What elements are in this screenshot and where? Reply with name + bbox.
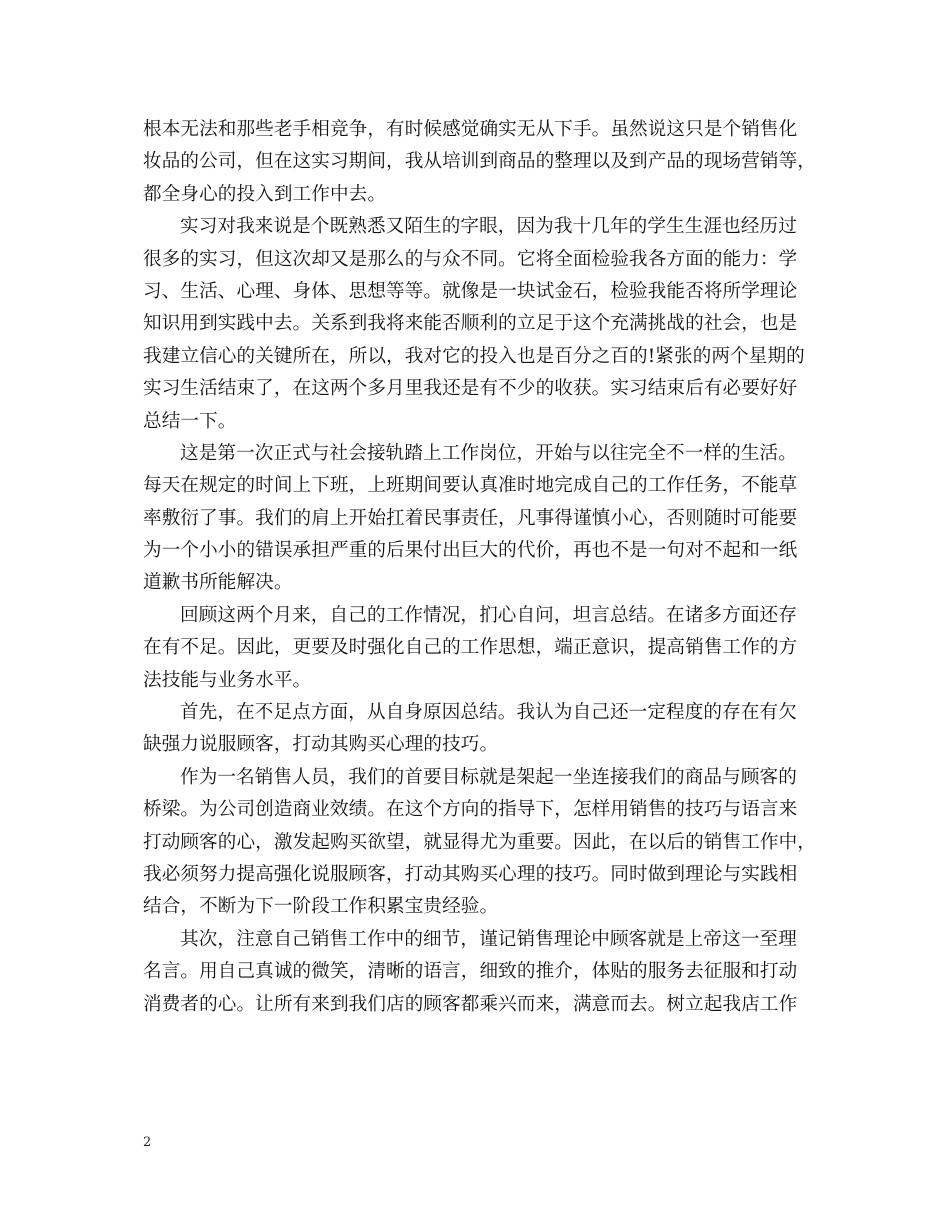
text-line: 知识用到实践中去。关系到我将来能否顺利的立足于这个充满挑战的社会，也是 <box>143 313 798 335</box>
text-line: 习、生活、心理、身体、思想等等。就像是一块试金石，检验我能否将所学理论 <box>143 280 798 302</box>
text-line: 很多的实习，但这次却又是那么的与众不同。它将全面检验我各方面的能力：学 <box>143 248 798 270</box>
text-line: 妆品的公司，但在这实习期间，我从培训到商品的整理以及到产品的现场营销等， <box>143 151 816 173</box>
text-line: 总结一下。 <box>143 410 237 432</box>
text-line: 我建立信心的关键所在，所以，我对它的投入也是百分之百的!紧张的两个星期的 <box>143 345 805 367</box>
text-line: 我必须努力提高强化说服顾客，打动其购买心理的技巧。同时做到理论与实践相 <box>143 863 798 885</box>
text-line: 结合，不断为下一阶段工作积累宝贵经验。 <box>143 896 499 918</box>
text-line: 缺强力说服顾客，打动其购买心理的技巧。 <box>143 734 499 756</box>
text-line: 名言。用自己真诚的微笑，清晰的语言，细致的推介，体贴的服务去征服和打动 <box>143 961 798 983</box>
text-line: 打动顾客的心，激发起购买欲望，就显得尤为重要。因此，在以后的销售工作中， <box>143 831 816 853</box>
document-body <box>143 114 816 1021</box>
text-line: 都全身心的投入到工作中去。 <box>143 183 387 205</box>
text-line: 实习生活结束了，在这两个多月里我还是有不少的收获。实习结束后有必要好好 <box>143 378 798 400</box>
text-line: 在有不足。因此，更要及时强化自己的工作思想，端正意识，提高销售工作的方 <box>143 637 798 659</box>
text-line: 消费者的心。让所有来到我们店的顾客都乘兴而来，满意而去。树立起我店工作 <box>143 993 798 1015</box>
text-line: 桥梁。为公司创造商业效绩。在这个方向的指导下，怎样用销售的技巧与语言来 <box>143 799 798 821</box>
paragraph-first-line: 首先，在不足点方面，从自身原因总结。我认为自己还一定程度的存在有欠 <box>180 702 797 724</box>
text-line: 法技能与业务水平。 <box>143 669 312 691</box>
paragraph-first-line: 其次，注意自己销售工作中的细节，谨记销售理论中顾客就是上帝这一至理 <box>180 928 797 950</box>
paragraph-first-line: 这是第一次正式与社会接轨踏上工作岗位，开始与以往完全不一样的生活。 <box>180 442 797 464</box>
text-line: 每天在规定的时间上下班，上班期间要认真准时地完成自己的工作任务，不能草 <box>143 475 798 497</box>
text-line: 道歉书所能解决。 <box>143 572 293 594</box>
paragraph-first-line: 回顾这两个月来，自己的工作情况，扪心自问，坦言总结。在诸多方面还存 <box>180 604 797 626</box>
text-line: 根本无法和那些老手相竞争，有时候感觉确实无从下手。虽然说这只是个销售化 <box>143 119 798 140</box>
text-line: 为一个小小的错误承担严重的后果付出巨大的代价，再也不是一句对不起和一纸 <box>143 540 798 562</box>
paragraph-first-line: 实习对我来说是个既熟悉又陌生的字眼，因为我十几年的学生生涯也经历过 <box>180 216 797 238</box>
page-number: 2 <box>143 1135 152 1150</box>
text-line: 率敷衍了事。我们的肩上开始扛着民事责任，凡事得谨慎小心，否则随时可能要 <box>143 507 798 529</box>
paragraph-first-line: 作为一名销售人员，我们的首要目标就是架起一坐连接我们的商品与顾客的 <box>180 766 797 788</box>
